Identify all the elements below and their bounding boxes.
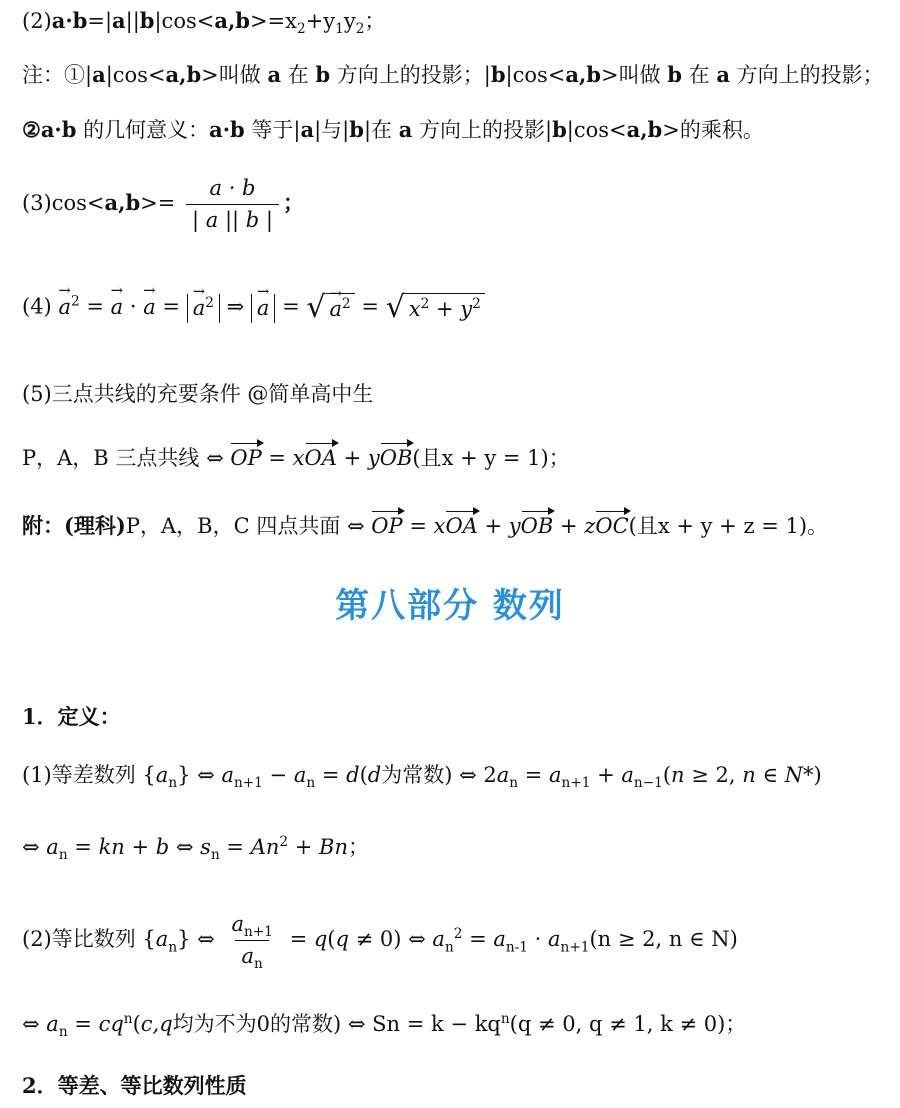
line-geometric-meaning: ②a·b 的几何意义：a·b 等于|a|与|b|在 a 方向上的投影|b|cos<a,b>的乘积。 (22, 117, 764, 142)
line-coplanar-condition: 附：(理科)P，A，B，C 四点共面 ⇔ OP = xOA + yOB + zOC(且x + y + z = 1)。 (22, 513, 829, 538)
line-arithmetic-sequence: (1)等差数列 $\{a_n\}$ ⇔ $a_{n+1} - a_n = d(d$为常数) ⇔ $2a_n = a_{n+1} + a_{n-1}(n \ge 2$, n ∈ N*) (22, 763, 822, 792)
line-geometric-forms: ⇔ $a_n = cq^n(c,q$均为不为0的常数) ⇔ $Sn = k - kq^n(q \ne 0$, q ≠ 1, k ≠ 0)； (22, 1011, 747, 1041)
line-dot-product-coords: $(2)a\cdot b=|a||b|\cos<a,b>=x_2+y_1y_2$； (22, 8, 386, 38)
radical-icon: √ (306, 290, 326, 325)
radical-icon: √ (385, 290, 405, 325)
cosine-fraction: $\frac{a \cdot b}{| a || b |}$ (186, 176, 279, 233)
line-projection-note: 注：①|a|cos<a,b>叫做 a 在 b 方向上的投影；|b|cos<a,b>叫做 b 在 a 方向上的投影； (22, 62, 884, 87)
line-cosine-formula: (3)cos<a,b>= $\frac{a \cdot b}{| a || b |}$ ； (22, 176, 304, 233)
line-arithmetic-forms: ⇔ $a_n$ = kn + b ⇔ $s_n = An^2 + Bn$； (22, 834, 370, 864)
line-vector-magnitude: $(4) \to a^2$ = → a · → a = → $a^2$ ⇒ → a = √→ $a^2$ = √ $x^2 + y^2$ (22, 290, 485, 326)
abs-bars: → $a^2$ (187, 294, 220, 323)
heading-properties: 2．等差、等比数列性质 (22, 1073, 247, 1098)
line-collinear-condition: P，A，B 三点共线 ⇔ OP = xOA + yOB(且x + y = 1)； (22, 446, 570, 470)
ratio-fraction: $\frac{a_{n+1}}{a_n}$ (231, 912, 273, 973)
heading-definition: 1．定义： (22, 704, 121, 729)
abs-bars: → a (251, 294, 276, 323)
line-collinear-heading: (5)三点共线的充要条件 @简单高中生 (22, 382, 374, 406)
section-title: 第八部分 数列 (335, 586, 565, 626)
line-geometric-sequence: (2)等比数列 $\{a_n\}$ ⇔ $\frac{a_{n+1}}{a_n}$ = q(q ≠ 0) ⇔ $a_n^2 = a_{n-1} \cdot a_{n+1}(n \ge 2$, n ∈ N) (22, 912, 738, 973)
